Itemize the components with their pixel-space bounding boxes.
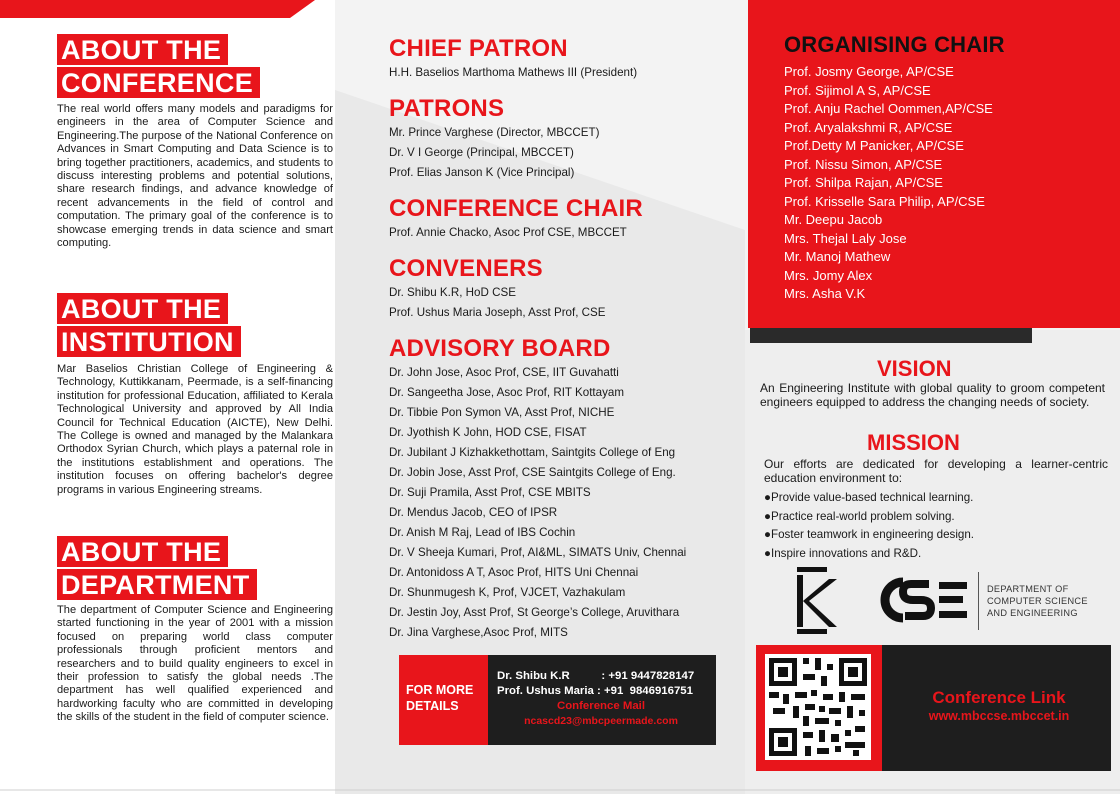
bullet-icon: ● [764,547,772,561]
about-conference-title-line2: CONFERENCE [57,67,260,98]
list-item: H.H. Baselios Marthoma Mathews III (President) [389,66,638,79]
qr-code-icon[interactable] [765,654,871,760]
list-item: Prof. Sijimol A S, AP/CSE [784,82,931,98]
institution-logo [795,565,839,637]
vision-title: VISION [877,356,952,381]
logo-divider [978,572,979,630]
details-label-line1: FOR MORE [406,683,474,697]
list-item: ●Foster teamwork in engineering design. [764,528,975,542]
cse-logo-icon [873,574,973,626]
conference-chair-title: CONFERENCE CHAIR [389,195,643,222]
list-item: Dr. Jestin Joy, Asst Prof, St George’s College, Aruvithara [389,606,680,619]
list-item: Dr. Anish M Raj, Lead of IBS Cochin [389,526,576,539]
list-item: Dr. Tibbie Pon Symon VA, Asst Prof, NICHE [389,406,615,419]
list-item: Prof.Detty M Panicker, AP/CSE [784,138,964,153]
mission-title: MISSION [867,430,960,455]
dept-line2: COMPUTER SCIENCE [987,596,1088,606]
details-label [406,682,473,714]
about-department-heading [57,536,257,602]
list-item: Prof. Anju Rachel Oommen,AP/CSE [784,101,993,116]
about-conference-heading [57,34,260,100]
list-item: Prof. Annie Chacko, Asoc Prof CSE, MBCCET [389,226,627,239]
organising-chair-list [784,63,993,304]
chief-patron-list [389,63,637,83]
list-item: Dr. Antonidoss A T, Asoc Prof, HITS Uni Chennai [389,566,639,579]
chief-patron-title: CHIEF PATRON [389,35,568,62]
about-conference-body: The real world offers many models and paradigms for engineers in the area of Computer Science and Engineering.The purpose of the National Conference on Advances in Smart Computing and Data Science is to bring together practitioners, academics, and students to discuss interesting problems and potential solutions, share research findings, and advance knowledge of recent advancements in the field of control and computation. The primary goal of the conference is to showcase emerging trends in data science and smart computing. [57,103,333,250]
mission-bullets [764,489,974,564]
list-item: Prof. Aryalakshmi R, AP/CSE [784,119,953,135]
list-item: Dr. Sangeetha Jose, Asoc Prof, RIT Kottayam [389,386,624,399]
department-text [987,583,1088,619]
list-item: Dr. Jyothish K John, HOD CSE, FISAT [389,426,587,439]
conference-chair-list [389,223,627,243]
list-item: Mrs. Jomy Alex [784,267,873,283]
list-item: Prof. Krisselle Sara Philip, AP/CSE [784,193,985,209]
about-department-title-line2: DEPARTMENT [57,569,257,600]
list-item: Dr. Jubilant J Kizhakkethottam, Saintgits College of Eng [389,446,676,459]
conference-link[interactable] [915,688,1083,724]
list-item: Dr. Suji Pramila, Asst Prof, CSE MBITS [389,486,591,499]
list-item: Mrs. Thejal Laly Jose [784,230,907,246]
list-item: Mr. Manoj Mathew [784,249,891,264]
advisory-board-list [389,363,686,643]
conveners-title: CONVENERS [389,255,543,282]
dept-line1: DEPARTMENT OF [987,584,1069,594]
advisory-board-title: ADVISORY BOARD [389,335,611,362]
dept-line3: AND ENGINEERING [987,608,1078,618]
list-item: Prof. Elias Janson K (Vice Principal) [389,166,575,179]
mail-address[interactable]: ncascd23@mbcpeermade.com [524,715,678,727]
list-item: Mrs. Asha V.K [784,286,866,301]
list-item: Prof. Ushus Maria Joseph, Asst Prof, CSE [389,306,606,319]
about-department-title-line1: ABOUT THE [57,536,228,567]
list-item: Dr. Shunmugesh K, Prof, VJCET, Vazhakulam [389,586,626,599]
about-institution-title-line2: INSTITUTION [57,326,241,357]
bullet-icon: ● [764,528,772,542]
list-item: Dr. Shibu K.R, HoD CSE [389,286,516,299]
mail-label: Conference Mail [557,700,645,712]
contact-2: Prof. Ushus Maria : +91 9846916751 [497,685,693,697]
patrons-title: PATRONS [389,95,505,122]
list-item: Dr. Jobin Jose, Asst Prof, CSE Saintgits College of Eng. [389,466,676,479]
conference-link-url[interactable]: www.mbccse.mbccet.in [928,709,1070,723]
list-item: Mr. Prince Varghese (Director, MBCCET) [389,126,600,139]
details-label-line2: DETAILS [406,699,459,713]
bullet-icon: ● [764,509,772,523]
contact-1: Dr. Shibu K.R : +91 9447828147 [497,670,695,682]
list-item: Mr. Deepu Jacob [784,212,883,227]
about-conference-title-line1: ABOUT THE [57,34,228,65]
list-item: Dr. V Sheeja Kumari, Prof, AI&ML, SIMATS Univ, Chennai [389,546,687,559]
patrons-list [389,123,599,183]
details-contacts [497,669,705,729]
bullet-icon: ● [764,491,772,504]
list-item: ●Inspire innovations and R&D. [764,547,922,561]
about-department-body: The department of Computer Science and Engineering started functioning in the year of 2001 with a mission focused on preparing world class computer professionals through proficient mentors and researchers and to build quality engineers to excel in their profession to satisfy the global needs .The department has well qualified experienced and hardworking faculty who are committed in developing the skills of the student in the field of computer science. [57,604,333,724]
list-item: Prof. Shilpa Rajan, AP/CSE [784,175,943,190]
list-item: Dr. John Jose, Asoc Prof, CSE, IIT Guvahatti [389,366,619,379]
list-item: Prof. Josmy George, AP/CSE [784,64,954,79]
organising-chair-title: ORGANISING CHAIR [784,32,1005,57]
cse-wordmark: CSE [873,574,876,575]
vision-body: An Engineering Institute with global quality to groom competent engineers equipped to address the changing needs of society. [760,381,1105,409]
conference-link-label: Conference Link [932,688,1066,707]
about-institution-heading [57,293,241,359]
about-institution-title-line1: ABOUT THE [57,293,228,324]
list-item: Prof. Nissu Simon, AP/CSE [784,156,943,172]
list-item: Dr. V I George (Principal, MBCCET) [389,146,574,159]
about-institution-body: Mar Baselios Christian College of Engineering & Technology, Kuttikkanam, Peermade, is a self-financing institution for professional Education, affiliated to Kerala Technological University and approved by All India Council for Technical Education (AICTE), New Delhi. The College is owned and managed by the Malankara Orthodox Syrian Church, which plays a paternal role in the institutions establishment and operations. The institution focuses on offering bachelor's degree programs in various Engineering streams. [57,363,333,496]
list-item: Dr. Mendus Jacob, CEO of IPSR [389,506,558,519]
list-item: ●Practice real-world problem solving. [764,509,955,523]
mission-body: Our efforts are dedicated for developing a learner-centric education environment to: [764,457,1108,485]
conveners-list [389,283,606,323]
list-item: Dr. Jina Varghese,Asoc Prof, MITS [389,626,568,639]
list-item: ●Provide value-based technical learning. [764,491,974,504]
